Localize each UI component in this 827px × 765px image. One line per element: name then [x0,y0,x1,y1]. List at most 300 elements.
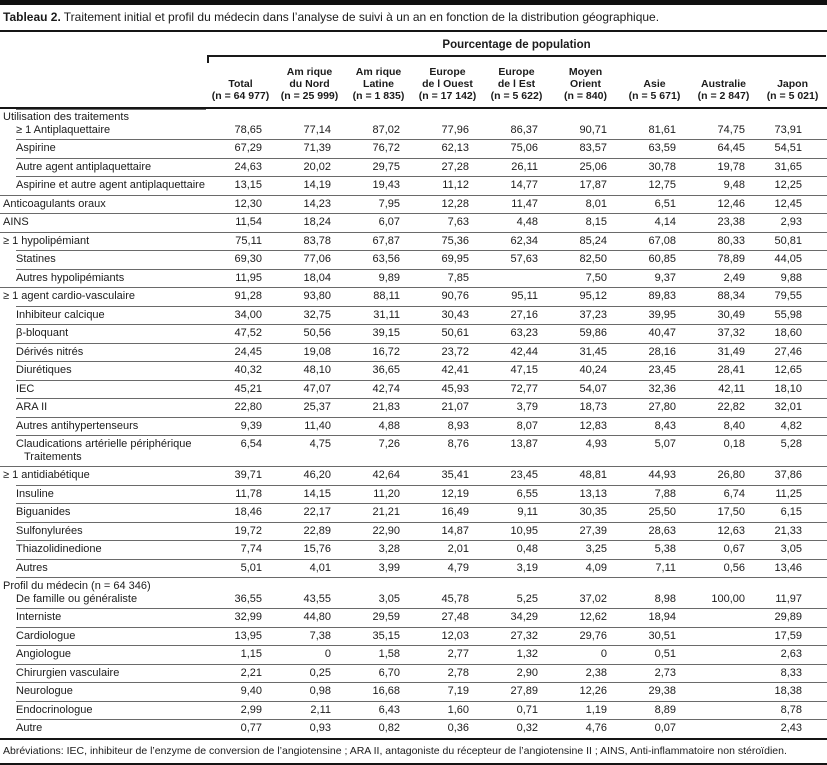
table-row [0,559,827,578]
table-row [0,343,827,362]
cell-value: 83,57 [551,139,620,158]
cell-value: 7,95 [344,195,413,214]
table-row [0,417,827,436]
cell-value: 0,18 [689,435,758,466]
cell-value: 23,38 [689,213,758,232]
cell-value: 76,72 [344,139,413,158]
cell-value: 3,79 [482,398,551,417]
cell-value: 0,56 [689,559,758,578]
cell-value: 32,01 [758,398,827,417]
table-row [0,306,827,325]
cell-value: 50,81 [758,232,827,251]
cell-value: 26,80 [689,466,758,485]
cell-value: 4,76 [551,719,620,738]
cell-value: 0,82 [344,719,413,738]
cell-value: 89,83 [620,287,689,306]
cell-value [689,701,758,720]
cell-value: 11,78 [206,485,275,504]
column-header-line: (n = 1 835) [352,90,405,102]
cell-value: 12,28 [413,195,482,214]
row-label-cell [0,503,206,522]
cell-value: 18,10 [758,380,827,399]
cell-value: 12,26 [551,682,620,701]
row-label: Thiazolidinedione [16,543,102,555]
cell-value: 29,75 [344,158,413,177]
column-header-line: (n = 17 142) [418,90,477,102]
row-label: IEC [16,382,35,395]
table-row [0,195,827,214]
cell-value: 23,72 [413,343,482,362]
row-label-cell [0,627,206,646]
cell-value: 7,26 [344,435,413,466]
cell-value: 8,33 [758,664,827,683]
cell-value: 2,93 [758,213,827,232]
cell-value: 0,77 [206,719,275,738]
cell-value: 42,44 [482,343,551,362]
row-label-cell [0,195,206,214]
cell-value: 29,76 [551,627,620,646]
cell-value: 8,98 [620,577,689,608]
cell-value: 85,24 [551,232,620,251]
cell-value: 47,15 [482,361,551,380]
cell-value: 4,75 [275,435,344,466]
row-label-cell [0,417,206,436]
cell-value: 63,56 [344,250,413,269]
cell-value: 22,89 [275,522,344,541]
cell-value: 22,90 [344,522,413,541]
cell-value: 7,85 [413,269,482,288]
cell-value: 27,80 [620,398,689,417]
table-row [0,645,827,664]
table-row [0,466,827,485]
cell-value: 27,16 [482,306,551,325]
cell-value: 77,06 [275,250,344,269]
cell-value: 0,25 [275,664,344,683]
cell-value: 2,11 [275,701,344,720]
cell-value: 21,07 [413,398,482,417]
cell-value: 4,93 [551,435,620,466]
cell-value: 21,33 [758,522,827,541]
cell-value: 62,13 [413,139,482,158]
section-label: Profil du médecin (n = 64 346) [3,580,151,592]
table-row [0,503,827,522]
cell-value: 30,49 [689,306,758,325]
cell-value: 45,78 [413,577,482,608]
cell-value: 83,78 [275,232,344,251]
cell-value: 78,89 [689,250,758,269]
cell-value: 2,78 [413,664,482,683]
cell-value: 28,16 [620,343,689,362]
cell-value: 0 [275,645,344,664]
cell-value: 14,15 [275,485,344,504]
cell-value: 27,32 [482,627,551,646]
row-label: ≥ 1 agent cardio-vasculaire [3,290,135,302]
row-label-cell [0,380,206,399]
cell-value: 30,51 [620,627,689,646]
cell-value [689,645,758,664]
row-label: De famille ou généraliste [16,592,138,605]
cell-value: 18,60 [758,324,827,343]
cell-value: 16,49 [413,503,482,522]
column-header-line: Orient [570,78,601,90]
cell-value: 12,65 [758,361,827,380]
cell-value: 34,00 [206,306,275,325]
cell-value: 25,37 [275,398,344,417]
cell-value: 80,33 [689,232,758,251]
column-header-line: (n = 64 977) [211,90,270,102]
cell-value: 79,55 [758,287,827,306]
cell-value: 48,10 [275,361,344,380]
cell-value: 15,76 [275,540,344,559]
cell-value: 11,54 [206,213,275,232]
cell-value: 2,21 [206,664,275,683]
column-header-line: (n = 5 021) [766,90,819,102]
cell-value: 54,07 [551,380,620,399]
cell-value: 5,07 [620,435,689,466]
cell-value: 35,41 [413,466,482,485]
cell-value: 8,93 [413,417,482,436]
cell-value: 13,13 [551,485,620,504]
row-label: Chirurgien vasculaire [16,666,120,679]
cell-value: 11,95 [206,269,275,288]
row-label: ≥ 1 Antiplaquettaire [16,123,111,136]
cell-value: 91,28 [206,287,275,306]
cell-value: 7,63 [413,213,482,232]
cell-value: 12,25 [758,176,827,195]
cell-value: 67,08 [620,232,689,251]
cell-value: 87,02 [372,123,400,136]
cell-value: 10,95 [482,522,551,541]
cell-value: 95,11 [482,287,551,306]
row-label-cell [0,540,206,559]
cell-value: 4,48 [482,213,551,232]
row-label: Autres hypolipémiants [16,271,125,284]
cell-value: 3,99 [344,559,413,578]
cell-value: 4,09 [551,559,620,578]
cell-value: 42,74 [344,380,413,399]
cell-value: 0 [551,645,620,664]
row-label: ≥ 1 hypolipémiant [3,234,90,247]
table-number-label: Tableau 2. [3,10,61,24]
cell-value: 8,78 [758,701,827,720]
table-row [0,287,827,306]
cell-value: 18,24 [275,213,344,232]
cell-value: 50,56 [275,324,344,343]
row-label: Claudications artérielle périphérique [16,438,192,450]
row-label-column-spacer [0,32,206,64]
cell-value: 30,78 [620,158,689,177]
cell-value: 11,20 [344,485,413,504]
row-label: Aspirine et autre agent antiplaquettaire [16,179,205,191]
cell-value: 22,17 [275,503,344,522]
cell-value: 50,61 [413,324,482,343]
cell-value: 5,38 [620,540,689,559]
column-header [275,64,344,109]
row-label: Diurétiques [16,364,72,376]
cell-value: 0,32 [482,719,551,738]
row-label: Neurologue [16,685,73,697]
cell-value: 7,50 [551,269,620,288]
cell-value: 39,15 [344,324,413,343]
cell-value: 9,89 [344,269,413,288]
cell-value: 63,23 [482,324,551,343]
table-row [0,608,827,627]
row-label-cell [0,559,206,578]
cell-value: 57,63 [482,250,551,269]
column-header-line: Am rique [286,66,333,78]
cell-value: 0,71 [482,701,551,720]
cell-value: 11,25 [758,485,827,504]
group-bracket [207,55,826,63]
footnote: Abréviations: IEC, inhibiteur de l’enzyme de conversion de l’angiotensine ; ARA II, antagoniste du récepteur de l’angiotensine II ; AINS, Anti-inflammatoire non stéroïdien. [0,738,827,765]
cell-value: 67,29 [206,139,275,158]
cell-value: 44,93 [620,466,689,485]
cell-value: 4,82 [758,417,827,436]
cell-value: 34,29 [482,608,551,627]
cell-value: 75,11 [206,232,275,251]
cell-value: 9,40 [206,682,275,701]
cell-value: 8,01 [551,195,620,214]
column-header-line: Europe [498,66,535,78]
column-header-line: (n = 25 999) [280,90,339,102]
row-label-cell [0,645,206,664]
data-table [0,32,827,738]
cell-value: 93,80 [275,287,344,306]
row-label-cell [0,109,206,139]
cell-value: 44,80 [275,608,344,627]
row-label-cell [0,213,206,232]
cell-value: 7,74 [206,540,275,559]
column-header-line: Asie [643,78,666,90]
cell-value: 12,19 [413,485,482,504]
cell-value: 6,54 [206,435,275,466]
cell-value: 14,23 [275,195,344,214]
cell-value: 6,70 [344,664,413,683]
column-header [413,64,482,109]
cell-value: 42,41 [413,361,482,380]
cell-value: 75,36 [413,232,482,251]
cell-value: 67,87 [344,232,413,251]
cell-value: 6,55 [482,485,551,504]
cell-value: 30,35 [551,503,620,522]
table-body [0,109,827,738]
row-label-column-spacer [0,64,206,109]
cell-value: 17,50 [689,503,758,522]
cell-value: 47,52 [206,324,275,343]
cell-value: 37,86 [758,466,827,485]
cell-value: 9,39 [206,417,275,436]
cell-value: 40,24 [551,361,620,380]
cell-value: 12,63 [689,522,758,541]
cell-value: 6,07 [344,213,413,232]
cell-value: 90,71 [579,123,607,136]
row-label-cell [0,435,206,466]
cell-value: 2,49 [689,269,758,288]
cell-value: 5,01 [206,559,275,578]
cell-value: 77,14 [303,123,331,136]
table-row [0,485,827,504]
cell-value: 8,89 [620,701,689,720]
cell-value: 32,36 [620,380,689,399]
cell-value: 39,95 [620,306,689,325]
column-header-line: (n = 5 671) [628,90,681,102]
cell-value: 54,51 [758,139,827,158]
cell-value: 6,43 [344,701,413,720]
cell-value: 31,11 [344,306,413,325]
cell-value: 16,68 [344,682,413,701]
cell-value: 8,43 [620,417,689,436]
cell-value: 31,65 [758,158,827,177]
cell-value: 20,02 [275,158,344,177]
table-row [0,398,827,417]
cell-value: 1,60 [413,701,482,720]
column-header-line: Moyen [568,66,603,78]
cell-value: 12,46 [689,195,758,214]
cell-value: 4,88 [344,417,413,436]
row-label-cell [0,682,206,701]
cell-value: 3,28 [344,540,413,559]
cell-value: 3,05 [758,540,827,559]
cell-value: 40,32 [206,361,275,380]
column-header [482,64,551,109]
cell-value: 11,12 [413,176,482,195]
table-row [0,682,827,701]
cell-value: 14,77 [482,176,551,195]
column-header-line: du Nord [289,78,330,90]
column-header-line: Australie [701,78,746,90]
row-label-cell [0,139,206,158]
row-label-cell [0,361,206,380]
cell-value: 12,75 [620,176,689,195]
cell-value: 55,98 [758,306,827,325]
column-header-line: de l Est [497,78,536,90]
cell-value: 82,50 [551,250,620,269]
table-caption: Traitement initial et profil du médecin dans l’analyse de suivi à un an en fonction de la distribution géographique. [63,10,660,24]
cell-value [689,627,758,646]
table-row [0,109,827,139]
cell-value: 90,76 [413,287,482,306]
cell-value: 0,51 [620,645,689,664]
column-header-line: Am rique [355,66,402,78]
table-row [0,232,827,251]
cell-value: 39,71 [206,466,275,485]
cell-value: 81,61 [648,123,676,136]
cell-value: 8,15 [551,213,620,232]
cell-value: 5,28 [758,435,827,466]
column-header-line: (n = 5 622) [490,90,543,102]
row-label-cell [0,287,206,306]
cell-value: 7,38 [275,627,344,646]
cell-value: 11,47 [482,195,551,214]
cell-value: 0,98 [275,682,344,701]
cell-value: 14,87 [413,522,482,541]
cell-value [689,682,758,701]
row-label: Statines [16,253,56,265]
cell-value: 60,85 [620,250,689,269]
table-row [0,324,827,343]
section-label: Utilisation des traitements [3,111,129,123]
cell-value: 64,45 [689,139,758,158]
cell-value: 44,05 [758,250,827,269]
row-label: Autres antihypertenseurs [16,419,139,432]
cell-value: 37,23 [551,306,620,325]
cell-value: 0,93 [275,719,344,738]
cell-value: 29,38 [620,682,689,701]
column-header-line: Total [228,78,253,90]
column-header-line: Latine [363,78,394,90]
cell-value: 23,45 [620,361,689,380]
row-label-cell [0,324,206,343]
cell-value: 2,01 [413,540,482,559]
cell-value: 4,79 [413,559,482,578]
cell-value: 2,63 [758,645,827,664]
table-row [0,435,827,466]
cell-value: 9,88 [758,269,827,288]
column-group-header [206,32,827,64]
cell-value: 30,43 [413,306,482,325]
cell-value: 21,83 [344,398,413,417]
cell-value: 7,11 [620,559,689,578]
cell-value: 2,38 [551,664,620,683]
row-label-cell [0,269,206,288]
row-label-cell [0,232,206,251]
cell-value: 1,58 [344,645,413,664]
row-label: Biguanides [16,506,71,518]
column-header-line: (n = 2 847) [697,90,750,102]
row-label: ≥ 1 antidiabétique [3,469,90,481]
column-header [620,64,689,109]
cell-value: 18,46 [206,503,275,522]
cell-value: 14,19 [275,176,344,195]
row-label: Aspirine [16,142,56,154]
row-label: AINS [3,216,29,228]
cell-value: 2,90 [482,664,551,683]
cell-value: 19,72 [206,522,275,541]
cell-value: 29,89 [758,608,827,627]
cell-value: 32,99 [206,608,275,627]
column-header-line: Japon [777,78,808,90]
row-label: Cardiologue [16,629,76,642]
cell-value: 19,43 [344,176,413,195]
table-row [0,250,827,269]
cell-value: 18,73 [551,398,620,417]
row-label: β-bloquant [16,327,69,339]
cell-value: 13,95 [206,627,275,646]
cell-value: 28,63 [620,522,689,541]
cell-value: 3,25 [551,540,620,559]
cell-value: 8,40 [689,417,758,436]
row-label-cell [0,176,206,195]
row-label: Interniste [16,611,62,623]
cell-value: 22,82 [689,398,758,417]
column-header [758,64,827,109]
row-label: Autre agent antiplaquettaire [16,160,152,173]
cell-value: 0,07 [620,719,689,738]
cell-value: 7,88 [620,485,689,504]
row-label: Sulfonylurées [16,524,83,537]
table-row [0,664,827,683]
cell-value: 12,83 [551,417,620,436]
row-label: Angiologue [16,648,72,660]
cell-value: 9,37 [620,269,689,288]
row-label: ARA II [16,401,48,413]
cell-value: 2,43 [758,719,827,738]
cell-value: 36,55 [206,577,275,608]
cell-value: 72,77 [482,380,551,399]
row-label-cell [0,250,206,269]
cell-value [482,269,551,288]
cell-value: 71,39 [275,139,344,158]
